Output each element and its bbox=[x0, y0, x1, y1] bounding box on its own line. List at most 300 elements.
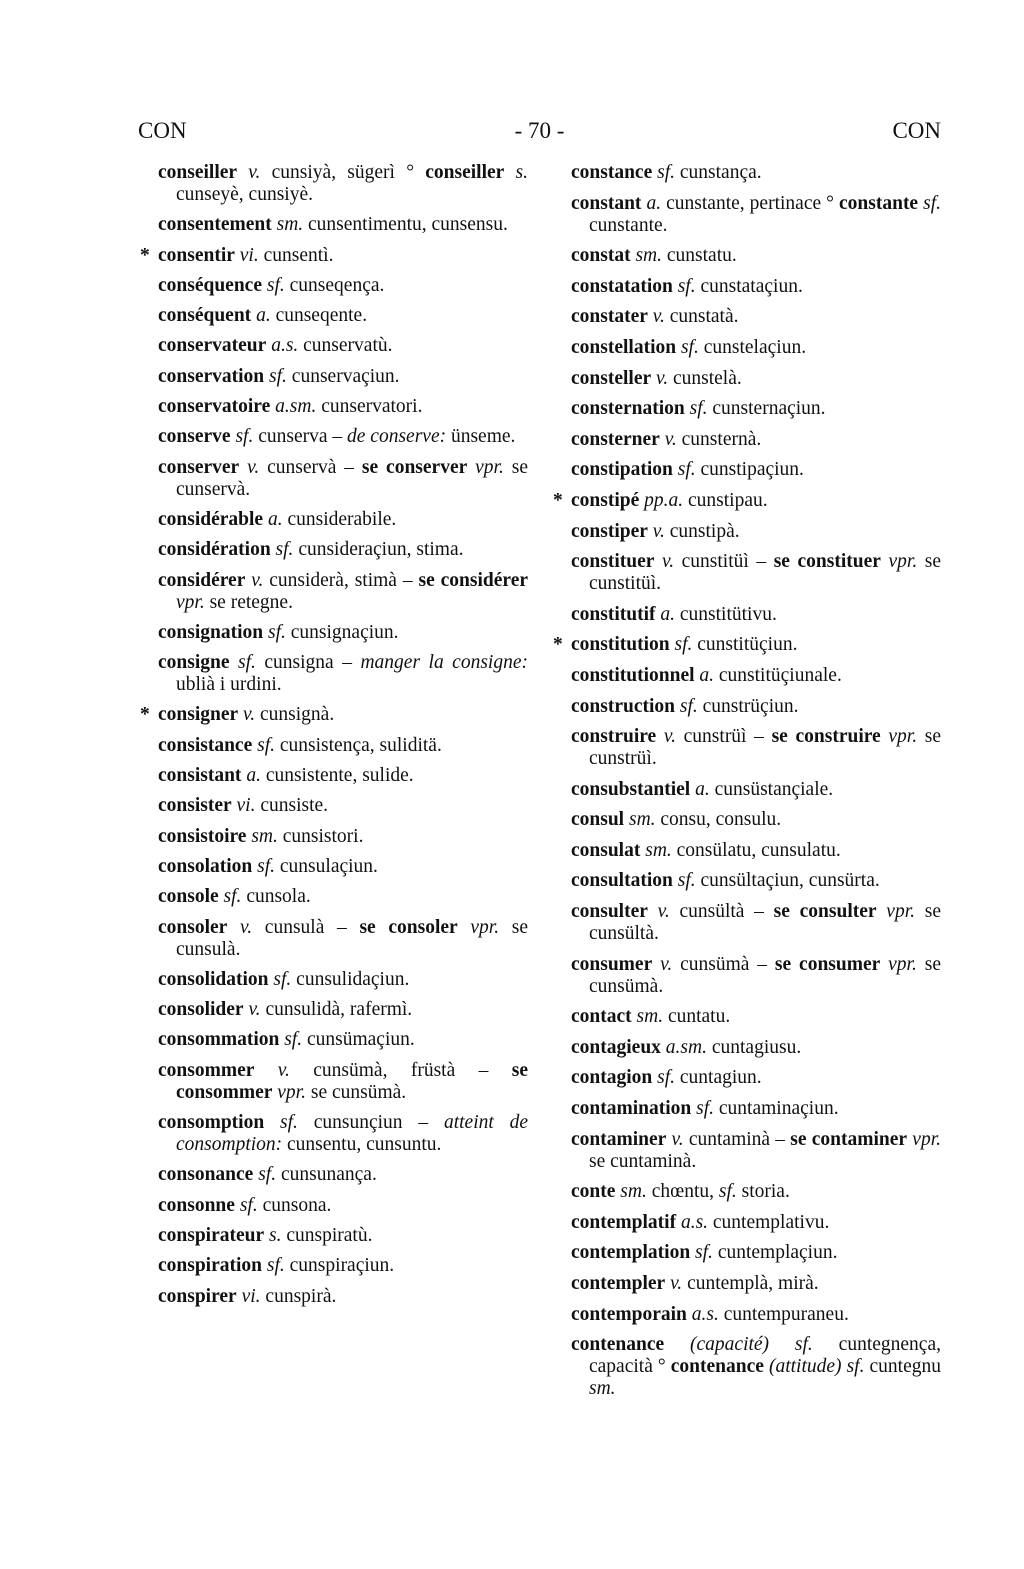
headword: contemplation bbox=[571, 1242, 691, 1264]
dictionary-entry bbox=[158, 1225, 528, 1247]
definition-text: cunsentimentu, cunsensu. bbox=[303, 214, 508, 236]
grammar-label: sf. bbox=[238, 652, 256, 674]
definition-text: cunstelaçiun. bbox=[698, 336, 807, 358]
grammar-label: a. bbox=[660, 603, 675, 625]
grammar-label: sm. bbox=[635, 245, 662, 267]
definition-text: cunservaçiun. bbox=[286, 365, 400, 387]
definition-text bbox=[237, 162, 248, 183]
definition-text: cuntemplativu. bbox=[708, 1211, 830, 1233]
definition-text: cuntaminaçiun. bbox=[714, 1098, 839, 1120]
headword: contenance bbox=[670, 1356, 764, 1378]
dictionary-entry bbox=[571, 162, 941, 184]
dictionary-entry bbox=[158, 305, 528, 327]
grammar-label: sf. bbox=[674, 634, 693, 656]
definition-text: cuntatu. bbox=[663, 1006, 731, 1028]
definition-text: se cunservà. bbox=[176, 456, 529, 500]
dictionary-entry bbox=[571, 1212, 941, 1234]
definition-text bbox=[648, 901, 658, 922]
grammar-label: v. bbox=[251, 569, 264, 591]
right-column bbox=[553, 162, 942, 1409]
definition-text: cunsola. bbox=[241, 886, 311, 908]
dictionary-entry bbox=[158, 1195, 528, 1217]
dictionary-entry bbox=[571, 840, 941, 862]
headword: consentir bbox=[158, 244, 235, 266]
grammar-label: sf. bbox=[284, 1029, 303, 1051]
grammar-label: sf. bbox=[657, 162, 676, 183]
grammar-label: a.s. bbox=[680, 1211, 709, 1233]
definition-text: cunsiderabile. bbox=[282, 508, 397, 530]
headword: consultation bbox=[571, 870, 673, 892]
headword: consommation bbox=[158, 1029, 280, 1051]
grammar-label: sf. bbox=[677, 275, 696, 297]
definition-text: cuntegnença, capacità ° bbox=[589, 1334, 941, 1378]
grammar-label: v. bbox=[248, 999, 261, 1021]
headword: contemplatif bbox=[571, 1211, 677, 1233]
headword: conseiller bbox=[158, 162, 238, 183]
dictionary-entry bbox=[158, 335, 528, 357]
dictionary-entry bbox=[571, 337, 941, 359]
headword: console bbox=[158, 886, 219, 908]
headword: consigne bbox=[158, 652, 230, 674]
grammar-label: vpr. bbox=[888, 551, 918, 573]
headword: se constituer bbox=[773, 551, 881, 573]
dictionary-entry bbox=[571, 1334, 941, 1400]
headword: consigner bbox=[158, 704, 239, 726]
grammar-label: vpr. bbox=[886, 901, 916, 923]
grammar-label: sm. bbox=[645, 839, 672, 861]
headword: consulter bbox=[571, 901, 648, 923]
headword: constituer bbox=[571, 551, 655, 573]
definition-text bbox=[664, 1334, 690, 1355]
headword: conte bbox=[571, 1181, 616, 1203]
definition-text: cunserva – bbox=[253, 426, 348, 448]
headword: conserve bbox=[158, 426, 231, 448]
headword: contact bbox=[571, 1006, 632, 1028]
headword: consoler bbox=[158, 916, 228, 938]
definition-text: cunsunçiun – bbox=[297, 1112, 444, 1134]
headword: constitutif bbox=[571, 603, 656, 625]
grammar-label: vpr. bbox=[888, 726, 918, 748]
grammar-label: a. bbox=[246, 765, 261, 787]
dictionary-entry bbox=[158, 856, 528, 878]
headword: consteller bbox=[571, 367, 652, 389]
headword: consistoire bbox=[158, 825, 247, 847]
headword: consul bbox=[571, 809, 625, 831]
definition-text: cunstante, pertinace ° bbox=[661, 192, 840, 214]
grammar-label: sf. bbox=[794, 1334, 813, 1356]
headword: consommer bbox=[158, 1059, 255, 1081]
headword: consistant bbox=[158, 765, 242, 787]
grammar-label: sf. bbox=[679, 695, 698, 717]
grammar-label: a.sm. bbox=[275, 396, 317, 418]
definition-text: cunstitüì – bbox=[674, 551, 774, 573]
definition-text: cunsulidaçiun. bbox=[291, 968, 410, 990]
headword: se construire bbox=[771, 726, 881, 748]
page-number: - 70 - bbox=[514, 118, 565, 143]
headword: consolider bbox=[158, 999, 244, 1021]
definition-text: cunstitüçiun. bbox=[692, 634, 798, 656]
definition-text: cunspiraçiun. bbox=[284, 1255, 395, 1277]
dictionary-entry bbox=[158, 735, 528, 757]
entry-asterisk-marker: * bbox=[140, 244, 150, 266]
definition-text: se cunstrüì. bbox=[589, 726, 942, 770]
definition-text: cuntaminà – bbox=[683, 1128, 791, 1150]
grammar-label: a. bbox=[256, 305, 271, 327]
definition-text bbox=[769, 1334, 795, 1355]
definition-text bbox=[458, 917, 471, 938]
headword: constipé bbox=[571, 489, 640, 511]
grammar-label: sf. bbox=[273, 968, 292, 990]
definition-text: cunsiyà, sügerì ° bbox=[260, 162, 426, 183]
grammar-label: v. bbox=[243, 704, 256, 726]
grammar-label: sf. bbox=[846, 1356, 865, 1378]
dictionary-entry bbox=[158, 275, 528, 297]
headword: conséquent bbox=[158, 305, 252, 327]
headword: consubstantiel bbox=[571, 778, 691, 800]
definition-text bbox=[239, 457, 247, 478]
headword: se consulter bbox=[773, 901, 877, 923]
definition-text: cunsüstançiale. bbox=[709, 778, 834, 800]
headword: se consumer bbox=[774, 953, 881, 975]
dictionary-entry bbox=[158, 1112, 528, 1156]
headword: construction bbox=[571, 695, 675, 717]
grammar-label: sm. bbox=[589, 1378, 616, 1400]
dictionary-entry bbox=[571, 726, 941, 770]
dictionary-entry bbox=[158, 1286, 528, 1308]
dictionary-entry bbox=[571, 809, 941, 831]
grammar-label: sf. bbox=[258, 1164, 277, 1186]
headword: consomption bbox=[158, 1112, 265, 1134]
entry-asterisk-marker: * bbox=[553, 634, 563, 656]
definition-text: chœntu, bbox=[646, 1181, 719, 1203]
header-right-guideword: CON bbox=[892, 118, 941, 143]
definition-text: cuntemplaçiun. bbox=[712, 1242, 838, 1264]
headword: constater bbox=[571, 306, 648, 328]
dictionary-entry bbox=[571, 193, 941, 237]
grammar-label: vpr. bbox=[912, 1128, 942, 1150]
definition-text bbox=[652, 954, 660, 975]
dictionary-entry bbox=[571, 954, 941, 998]
definition-text: cunseqente. bbox=[270, 305, 368, 327]
headword: contemporain bbox=[571, 1303, 687, 1325]
definition-text: se cunsulà. bbox=[176, 916, 529, 960]
headword: constatation bbox=[571, 275, 673, 297]
grammar-label: a. bbox=[695, 778, 710, 800]
definition-text: consülatu, cunsulatu. bbox=[671, 839, 841, 861]
headword: consterner bbox=[571, 428, 660, 450]
grammar-label: sf. bbox=[223, 886, 242, 908]
dictionary-entry bbox=[571, 1242, 941, 1264]
grammar-label: sm. bbox=[636, 1006, 664, 1028]
dictionary-entry bbox=[571, 604, 941, 626]
dictionary-entry bbox=[571, 1037, 941, 1059]
grammar-label: sf. bbox=[677, 459, 696, 481]
definition-text: cunsulaçiun. bbox=[275, 855, 378, 877]
grammar-label: a.s. bbox=[271, 335, 299, 357]
definition-text: cunsentì. bbox=[258, 244, 334, 266]
definition-text: storia. bbox=[736, 1181, 790, 1203]
header-left-guideword: CON bbox=[138, 118, 187, 143]
dictionary-entry bbox=[158, 1255, 528, 1277]
definition-text: cunsümà – bbox=[672, 953, 775, 975]
definition-text: se cunstitüì. bbox=[589, 551, 942, 595]
grammar-label: sf. bbox=[257, 734, 276, 756]
dictionary-entry bbox=[571, 459, 941, 481]
dictionary-entry bbox=[571, 779, 941, 801]
definition-text: cunstança. bbox=[675, 162, 762, 183]
grammar-label: sf. bbox=[923, 192, 942, 214]
definition-text: cunstante. bbox=[589, 214, 668, 236]
grammar-label: v. bbox=[663, 726, 676, 748]
dictionary-entry bbox=[571, 1129, 941, 1173]
grammar-label: a. bbox=[699, 664, 715, 686]
dictionary-entry bbox=[571, 368, 941, 390]
definition-text: se cunsümà. bbox=[305, 1081, 407, 1103]
grammar-label: vpr. bbox=[277, 1081, 306, 1103]
definition-text: cunsistori. bbox=[277, 825, 364, 847]
definition-text bbox=[654, 551, 662, 572]
definition-text: cuntemplà, mirà. bbox=[682, 1273, 819, 1294]
grammar-label: vi. bbox=[241, 1285, 261, 1307]
headword: contaminer bbox=[571, 1128, 667, 1150]
dictionary-entry bbox=[158, 366, 528, 388]
definition-text: cunstatu. bbox=[662, 245, 737, 267]
grammar-label: v. bbox=[656, 367, 669, 389]
grammar-label: sf. bbox=[235, 426, 254, 448]
definition-text: ublià i urdini. bbox=[176, 674, 282, 696]
definition-text bbox=[880, 954, 888, 975]
definition-text: cunsternà. bbox=[676, 428, 762, 450]
definition-text: cunservatori. bbox=[316, 396, 423, 418]
headword: conservateur bbox=[158, 335, 267, 357]
headword: considérer bbox=[158, 569, 246, 591]
grammar-label: v. bbox=[277, 1059, 290, 1081]
headword: consulat bbox=[571, 839, 641, 861]
dictionary-entry bbox=[571, 521, 941, 543]
dictionary-entry bbox=[158, 1029, 528, 1051]
dictionary-entry bbox=[571, 429, 941, 451]
definition-text bbox=[467, 457, 475, 478]
headword: consentement bbox=[158, 214, 272, 236]
definition-text: cunspirà. bbox=[260, 1285, 337, 1307]
grammar-label: sf. bbox=[657, 1067, 676, 1089]
dictionary-entry bbox=[571, 245, 941, 267]
definition-text bbox=[254, 1060, 277, 1081]
dictionary-entry bbox=[571, 398, 941, 420]
dictionary-entry bbox=[571, 276, 941, 298]
headword: contamination bbox=[571, 1098, 692, 1120]
dictionary-entry bbox=[158, 969, 528, 991]
dictionary-entry bbox=[571, 665, 941, 687]
grammar-label: sf. bbox=[266, 274, 285, 296]
grammar-label: sf. bbox=[696, 1098, 715, 1120]
definition-text: cunsideraçiun, stima. bbox=[293, 539, 464, 561]
dictionary-entry bbox=[571, 1067, 941, 1089]
definition-text: se cuntaminà. bbox=[589, 1150, 697, 1172]
dictionary-entry bbox=[158, 1060, 528, 1104]
headword: consternation bbox=[571, 398, 685, 420]
entry-asterisk-marker: * bbox=[140, 704, 150, 726]
headword: conspirateur bbox=[158, 1224, 265, 1246]
definition-text: cuntegnu bbox=[864, 1356, 941, 1378]
grammar-label: sf. bbox=[269, 365, 287, 387]
italic-phrase: manger la consigne: bbox=[360, 652, 528, 674]
grammar-label: vpr. bbox=[475, 456, 504, 478]
headword: conservatoire bbox=[158, 396, 271, 418]
headword: constitution bbox=[571, 634, 670, 656]
grammar-label: sf. bbox=[680, 336, 699, 358]
dictionary-entry bbox=[571, 1098, 941, 1120]
headword: constipation bbox=[571, 459, 673, 481]
dictionary-entry bbox=[158, 765, 528, 787]
dictionary-entry bbox=[571, 551, 941, 595]
definition-text: cunstitütivu. bbox=[675, 603, 777, 625]
grammar-label: vi. bbox=[239, 244, 259, 266]
definition-text: cunsiste. bbox=[255, 795, 329, 817]
grammar-label: sf. bbox=[677, 870, 696, 892]
definition-text: cunservatù. bbox=[298, 335, 393, 357]
dictionary-entry bbox=[158, 457, 528, 501]
grammar-label: sm. bbox=[628, 809, 656, 831]
definition-text: cunsulà – bbox=[252, 916, 360, 938]
dictionary-entry bbox=[158, 886, 528, 908]
definition-text: cunstrüçiun. bbox=[697, 695, 799, 717]
grammar-label: sm. bbox=[620, 1181, 647, 1203]
definition-text: cunstipau. bbox=[683, 489, 768, 511]
left-column bbox=[140, 162, 529, 1316]
headword: consolidation bbox=[158, 968, 269, 990]
dictionary-entry bbox=[571, 1006, 941, 1028]
dictionary-entry bbox=[553, 634, 941, 656]
headword: consister bbox=[158, 795, 232, 817]
dictionary-entry bbox=[158, 917, 528, 961]
headword: conspiration bbox=[158, 1255, 263, 1277]
headword: constitutionnel bbox=[571, 664, 695, 686]
headword: consolation bbox=[158, 855, 253, 877]
grammar-label: sf. bbox=[257, 855, 276, 877]
headword: conséquence bbox=[158, 274, 262, 296]
dictionary-entry bbox=[571, 1273, 941, 1295]
headword: consignation bbox=[158, 621, 264, 643]
definition-text: cunsunança. bbox=[276, 1164, 377, 1186]
dictionary-entry bbox=[571, 1304, 941, 1326]
definition-text: cunstataçiun. bbox=[695, 275, 803, 297]
definition-text: cunseyè, cunsiyè. bbox=[176, 184, 313, 205]
headword: constance bbox=[571, 162, 653, 183]
grammar-label: sf. bbox=[239, 1194, 258, 1216]
dictionary-entry bbox=[571, 870, 941, 892]
grammar-label: s. bbox=[515, 162, 528, 183]
grammar-label: v. bbox=[652, 306, 665, 328]
dictionary-entry bbox=[571, 696, 941, 718]
definition-text: cunsulidà, rafermì. bbox=[260, 999, 413, 1021]
italic-phrase: (capacité) bbox=[690, 1334, 770, 1356]
grammar-label: vi. bbox=[236, 795, 256, 817]
definition-text: cunsignaçiun. bbox=[285, 621, 399, 643]
grammar-label: sf. bbox=[267, 621, 286, 643]
headword: conseiller bbox=[425, 162, 505, 183]
grammar-label: a.s. bbox=[691, 1303, 719, 1325]
page-header bbox=[138, 114, 941, 148]
grammar-label: sf. bbox=[275, 539, 294, 561]
italic-phrase: de conserve: bbox=[347, 426, 447, 448]
headword: contagieux bbox=[571, 1036, 661, 1058]
grammar-label: v. bbox=[240, 916, 253, 938]
grammar-label: sm. bbox=[276, 214, 304, 236]
definition-text bbox=[877, 901, 887, 922]
dictionary-entry bbox=[553, 489, 941, 512]
definition-text bbox=[227, 917, 240, 938]
italic-phrase: (attitude) bbox=[768, 1356, 842, 1378]
definition-text: cunspiratù. bbox=[281, 1224, 373, 1246]
headword: consonne bbox=[158, 1194, 235, 1216]
definition-text bbox=[504, 162, 515, 183]
definition-text: cunstelà. bbox=[668, 367, 742, 389]
definition-text: cunseqença. bbox=[284, 274, 385, 296]
headword: conspirer bbox=[158, 1285, 237, 1307]
definition-text: cuntagiun. bbox=[675, 1067, 762, 1089]
headword: constante bbox=[839, 192, 919, 214]
definition-text: se retegne. bbox=[204, 591, 293, 613]
grammar-label: a. bbox=[646, 192, 662, 214]
headword: se consommer bbox=[176, 1059, 529, 1103]
grammar-label: sf. bbox=[280, 1112, 298, 1134]
dictionary-entry bbox=[158, 426, 528, 448]
grammar-label: sf. bbox=[718, 1181, 737, 1203]
definition-text: se cunsültà. bbox=[589, 901, 941, 945]
grammar-label: vpr. bbox=[176, 591, 205, 613]
grammar-label: v. bbox=[670, 1273, 683, 1294]
definition-text: ünseme. bbox=[446, 426, 516, 448]
dictionary-entry bbox=[158, 214, 528, 236]
definition-text bbox=[264, 1112, 280, 1133]
dictionary-entry bbox=[158, 162, 528, 206]
definition-text: cunsternaçiun. bbox=[707, 398, 826, 420]
grammar-label: v. bbox=[248, 162, 261, 183]
headword: contenance bbox=[571, 1334, 665, 1356]
grammar-label: s. bbox=[269, 1224, 282, 1246]
dictionary-entry bbox=[140, 244, 528, 267]
headword: conservation bbox=[158, 365, 265, 387]
headword: consonance bbox=[158, 1164, 254, 1186]
dictionary-entry bbox=[571, 306, 941, 328]
definition-text: cunservà – bbox=[259, 456, 362, 478]
dictionary-entry bbox=[158, 539, 528, 561]
definition-text: cunsiderà, stimà – bbox=[263, 569, 419, 591]
definition-text: cunstitüçiunale. bbox=[714, 664, 842, 686]
dictionary-entry bbox=[158, 1164, 528, 1186]
grammar-label: v. bbox=[664, 428, 677, 450]
dictionary-entry bbox=[571, 1181, 941, 1203]
dictionary-entry bbox=[571, 901, 941, 945]
headword: contempler bbox=[571, 1273, 666, 1294]
definition-text: cunsümà, früstà – bbox=[289, 1059, 512, 1081]
definition-text: cuntagiusu. bbox=[706, 1036, 802, 1058]
definition-text: cunsültà – bbox=[669, 901, 774, 923]
definition-text bbox=[656, 726, 664, 747]
dictionary-entry bbox=[158, 826, 528, 848]
headword: constiper bbox=[571, 520, 648, 542]
definition-text: cunsigna – bbox=[255, 652, 361, 674]
headword: consistance bbox=[158, 734, 253, 756]
grammar-label: pp.a. bbox=[644, 489, 684, 511]
definition-text: cunstrüì – bbox=[675, 726, 772, 748]
definition-text: cunsistença, suliditä. bbox=[275, 734, 442, 756]
definition-text: cunstatà. bbox=[664, 306, 739, 328]
dictionary-entry bbox=[158, 999, 528, 1021]
headword: se consoler bbox=[359, 916, 458, 938]
definition-text: cunstipaçiun. bbox=[695, 459, 804, 481]
